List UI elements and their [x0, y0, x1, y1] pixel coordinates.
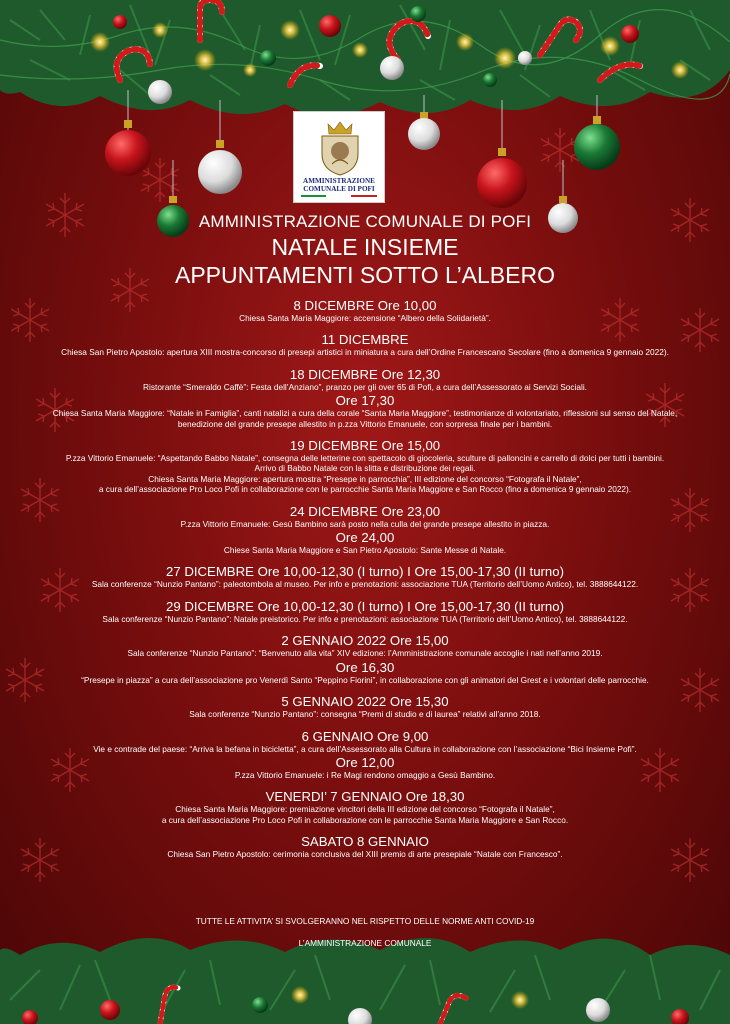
event-description: Chiesa Santa Maria Maggiore: premiazione vincitori della III edizione del concorso “Fotografa il Natale”, [175, 804, 555, 815]
organization-name: AMMINISTRAZIONE COMUNALE DI POFI [198, 212, 532, 231]
coat-of-arms-icon [314, 118, 366, 176]
event-description: Sala conferenze “Nunzio Pantano”: Natale preistorico. Per info e prenotazioni: associazione TUA (Territorio dell’Uomo Antico), tel. 3888644122. [102, 613, 628, 624]
event-date: SABATO 8 GENNAIO [301, 834, 429, 850]
event-description: a cura dell’associazione Pro Loco Pofi in collaborazione con le parrocchie Santa Maria Maggiore e San Rocco. [161, 814, 569, 825]
event-item [0, 599, 730, 624]
event-date: 2 GENNAIO 2022 Ore 15,00 [281, 633, 449, 649]
event-item [0, 633, 730, 685]
tricolor-line [301, 195, 377, 197]
event-description: Vie e contrade del paese: “Arriva la befana in bicicletta”, a cura dell’Assessorato alla Cultura in collaborazione con l’associazione “Bici Insieme Pofi”. [93, 743, 637, 754]
event-item [0, 367, 730, 429]
event-time: Ore 24,00 [335, 530, 395, 546]
event-date: 27 DICEMBRE Ore 10,00-12,30 (I turno) I Ore 15,00-17,30 (II turno) [165, 564, 564, 580]
top-garland [0, 0, 730, 116]
bottom-garland [0, 938, 730, 1024]
event-description: Ristorante “Smeraldo Caffè”: Festa dell’Anziano”, pranzo per gli over 65 di Pofi, a cura dell’Assessorato ai Servizi Sociali. [143, 381, 587, 392]
event-description: Chiesa Santa Maria Maggiore: accensione “Albero della Solidarietà”. [239, 313, 491, 323]
event-description: P.zza Vittorio Emanuele: “Aspettando Babbo Natale”, consegna delle letterine con spettacolo di giocoleria, sculture di palloncini e carrello di dolci per tutti i bambini. [65, 453, 665, 464]
event-item [0, 834, 730, 859]
event-description: Chiesa Santa Maria Maggiore: “Natale in Famiglia”, canti natalizi a cura della corale “Santa Maria Maggiore”, testimonianze di volontariato, riflessioni sul senso del Natale, [52, 408, 678, 419]
covid-note: TUTTE LE ATTIVITA’ SI SVOLGERANNO NEL RISPETTO DELLE NORME ANTI COVID-19 [195, 916, 535, 926]
signature: L’AMMINISTRAZIONE COMUNALE [298, 938, 432, 948]
event-time: Ore 12,00 [335, 754, 395, 770]
event-item [0, 504, 730, 556]
event-item [0, 332, 730, 357]
event-description: P.zza Vittorio Emanuele: Gesù Bambino sarà posto nella culla del grande presepe allestito in piazza. [180, 518, 550, 529]
event-description: “Presepe in piazza” a cura dell’associazione pro Venerdì Santo “Peppino Fiorini”, in collaborazione con gli animatori del Grest e i volontari delle parrocchie. [81, 674, 649, 685]
event-date: 29 DICEMBRE Ore 10,00-12,30 (I turno) I Ore 15,00-17,30 (II turno) [165, 598, 564, 614]
event-time: Ore 17,30 [335, 393, 395, 409]
event-description: Chiesa San Pietro Apostolo: cerimonia conclusiva del XIII premio di arte presepiale “Natale con Francesco”. [167, 849, 563, 860]
page-title: NATALE INSIEME [271, 234, 459, 260]
event-date: 11 DICEMBRE [321, 332, 409, 348]
event-description: Sala conferenze “Nunzio Pantano”: “Benvenuto alla vita” XIV edizione: l’Amministrazione comunale accoglie i nati nell’anno 2019. [127, 648, 603, 659]
event-date: 6 GENNAIO Ore 9,00 [301, 728, 429, 744]
event-date: 18 DICEMBRE Ore 12,30 [289, 366, 441, 382]
event-date: 8 DICEMBRE Ore 10,00 [293, 298, 437, 313]
event-date: 24 DICEMBRE Ore 23,00 [289, 503, 441, 519]
event-description: Chiesa Santa Maria Maggiore: apertura mostra “Presepe in parrocchia”, III edizione del concorso “Fotografa il Natale”, [148, 473, 582, 484]
event-description: Chiese Santa Maria Maggiore e San Pietro Apostolo: Sante Messe di Natale. [223, 545, 507, 556]
event-item [0, 438, 730, 495]
logo-text-line2: COMUNALE DI POFI [303, 185, 375, 193]
page-subtitle: APPUNTAMENTI SOTTO L’ALBERO [174, 262, 555, 288]
event-description: Sala conferenze “Nunzio Pantano”: paleotombola al museo. Per info e prenotazioni: associazione TUA (Territorio dell’Uomo Antico), tel. 3888644122. [91, 579, 639, 590]
event-date: VENERDI’ 7 GENNAIO Ore 18,30 [265, 789, 465, 805]
event-item [0, 298, 730, 323]
event-item [0, 789, 730, 825]
event-date: 19 DICEMBRE Ore 15,00 [289, 438, 441, 454]
event-description: Sala conferenze “Nunzio Pantano”: consegna “Premi di studio e di laurea” relativi all’anno 2018. [189, 709, 541, 720]
event-item [0, 564, 730, 589]
event-description: Arrivo di Babbo Natale con la slitta e distribuzione dei regali. [254, 463, 476, 474]
logo-text-line1: AMMINISTRAZIONE [303, 177, 375, 185]
event-description: benedizione del grande presepe allestito in p.zza Vittorio Emanuele, con sorpresa finale per i bambini. [177, 418, 553, 429]
event-time: Ore 16,30 [335, 659, 395, 675]
event-date: 5 GENNAIO 2022 Ore 15,30 [281, 694, 449, 710]
event-item [0, 694, 730, 719]
event-item [0, 729, 730, 781]
event-list [0, 298, 730, 869]
event-description: P.zza Vittorio Emanuele: i Re Magi rendono omaggio a Gesù Bambino. [234, 769, 496, 780]
municipality-logo [293, 111, 385, 203]
event-description: Chiesa San Pietro Apostolo: apertura XIII mostra-concorso di presepi artistici in miniatura a cura dell’Ordine Francescano Secolare (fino a domenica 9 gennaio 2022). [61, 347, 669, 358]
event-description: a cura dell’associazione Pro Loco Pofi in collaborazione con le parrocchie Santa Maria Maggiore e San Rocco (fino a domenica 9 gennaio 2022). [98, 484, 632, 495]
